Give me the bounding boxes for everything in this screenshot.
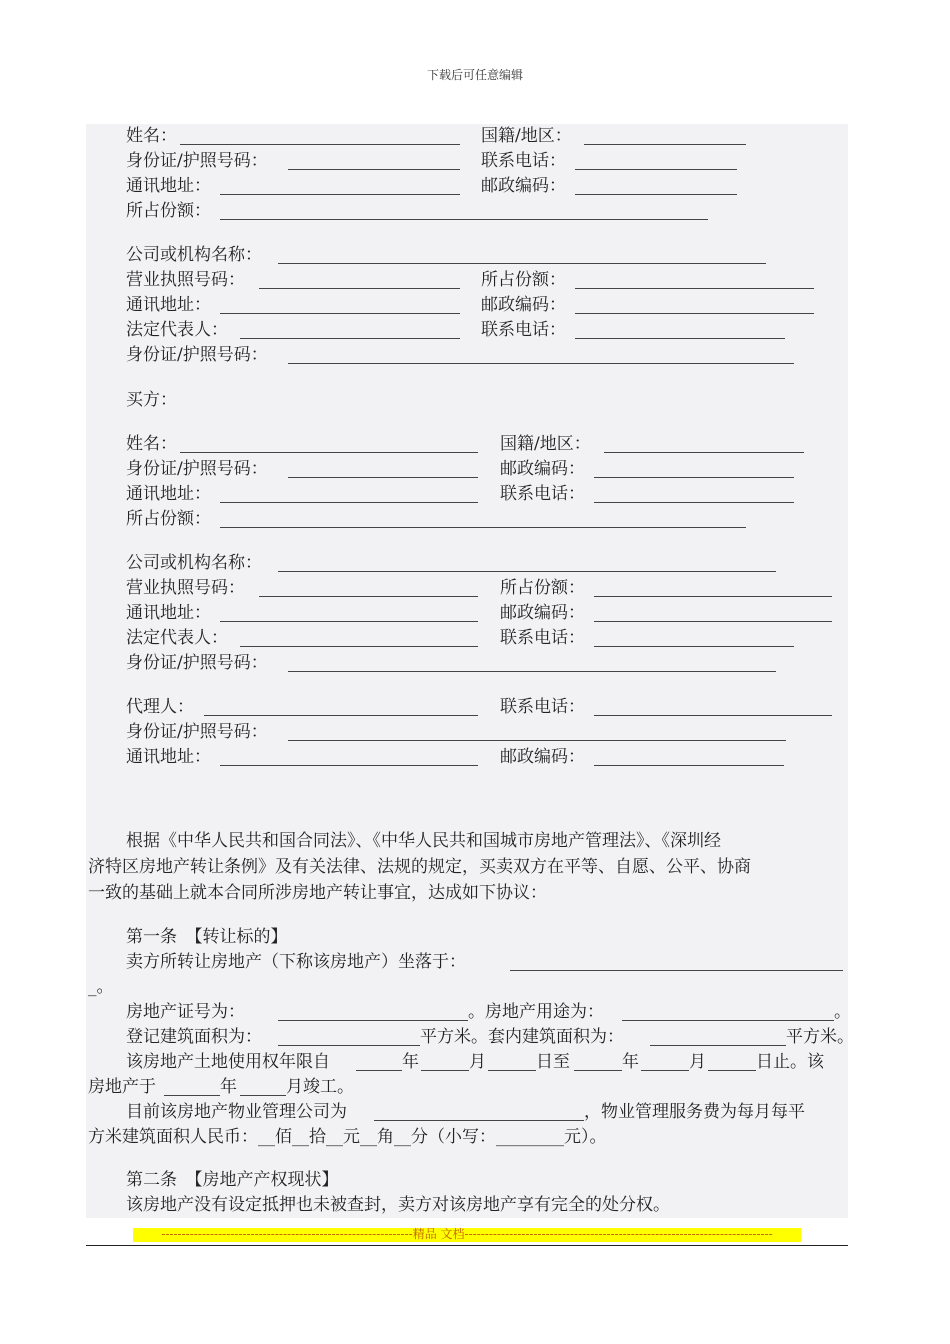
agent-postcode-label: 邮政编码：: [500, 747, 585, 767]
registered-area-field[interactable]: [278, 1045, 420, 1046]
buyer-company-id-field[interactable]: [288, 671, 776, 672]
buyer-license-field[interactable]: [259, 596, 478, 597]
agent-address-label: 通讯地址：: [126, 747, 211, 767]
seller-company-address-field[interactable]: [220, 313, 460, 314]
agent-name-field[interactable]: [204, 715, 478, 716]
buyer-id-field[interactable]: [288, 477, 478, 478]
seller-license-field[interactable]: [259, 288, 460, 289]
buyer-company-postcode-label: 邮政编码：: [500, 603, 585, 623]
seller-share-label: 所占份额：: [126, 201, 211, 221]
registered-area-label: 登记建筑面积为：: [126, 1027, 262, 1047]
seller-company-postcode-field[interactable]: [575, 313, 814, 314]
mgmt-fee-label: ，物业管理服务费为每月每平: [584, 1102, 805, 1122]
land-term-label: 该房地产土地使用权年限自: [126, 1052, 330, 1072]
seller-company-id-label: 身份证/护照号码：: [126, 345, 268, 365]
footer-left-dashes: --------------------------------------------------------------: [161, 1227, 413, 1241]
buyer-postcode-field[interactable]: [594, 477, 794, 478]
buyer-nationality-label: 国籍/地区：: [500, 434, 591, 454]
article1-location-end: _。: [88, 977, 114, 997]
footer-right-dashes: ----------------------------------------------------------------------------: [464, 1227, 773, 1241]
article1-title: 第一条 【转让标的】: [126, 927, 288, 947]
inner-area-label: 平方米。套内建筑面积为：: [420, 1027, 624, 1047]
seller-company-phone-label: 联系电话：: [481, 320, 566, 340]
mgmt-fee-amount: 方米建筑面积人民币：__佰__拾__元__角__分（小写：________元）。: [88, 1127, 607, 1147]
buyer-company-name-field[interactable]: [278, 571, 776, 572]
preamble-line-3: 一致的基础上就本合同所涉房地产转让事宜，达成如下协议：: [88, 883, 547, 903]
article1-location-label: 卖方所转让房地产（下称该房地产）坐落于：: [126, 952, 466, 972]
seller-company-address-label: 通讯地址：: [126, 295, 211, 315]
agent-name-label: 代理人：: [126, 697, 194, 717]
seller-name-field[interactable]: [180, 144, 460, 145]
buyer-company-address-field[interactable]: [220, 621, 478, 622]
seller-rep-label: 法定代表人：: [126, 320, 228, 340]
seller-nationality-field[interactable]: [584, 144, 746, 145]
seller-company-phone-field[interactable]: [575, 338, 785, 339]
seller-rep-field[interactable]: [240, 338, 460, 339]
seller-nationality-label: 国籍/地区：: [481, 126, 572, 146]
footer-rule: [86, 1245, 848, 1246]
land-end-month-label: 月: [689, 1052, 706, 1072]
seller-company-share-field[interactable]: [575, 288, 814, 289]
land-month-label: 月: [469, 1052, 486, 1072]
completion-year-field[interactable]: [164, 1095, 220, 1096]
property-use-label: 。房地产用途为：: [468, 1002, 604, 1022]
preamble-line-2: 济特区房地产转让条例》及有关法律、法规的规定，买卖双方在平等、自愿、公平、协商: [88, 857, 751, 877]
property-location-field[interactable]: [510, 970, 843, 971]
preamble-line-1: 根据《中华人民共和国合同法》、《中华人民共和国城市房地产管理法》、《深圳经: [126, 831, 721, 851]
buyer-name-label: 姓名：: [126, 434, 177, 454]
seller-company-name-label: 公司或机构名称：: [126, 245, 262, 265]
agent-phone-label: 联系电话：: [500, 697, 585, 717]
agent-postcode-field[interactable]: [594, 765, 784, 766]
buyer-heading: 买方：: [126, 390, 177, 410]
buyer-company-share-label: 所占份额：: [500, 578, 585, 598]
inner-area-unit: 平方米。: [786, 1027, 854, 1047]
land-start-month-field[interactable]: [421, 1070, 469, 1071]
land-end-year-field[interactable]: [574, 1070, 622, 1071]
buyer-license-label: 营业执照号码：: [126, 578, 245, 598]
buyer-company-name-label: 公司或机构名称：: [126, 553, 262, 573]
agent-address-field[interactable]: [220, 765, 478, 766]
buyer-phone-field[interactable]: [594, 502, 794, 503]
buyer-rep-label: 法定代表人：: [126, 628, 228, 648]
seller-phone-field[interactable]: [575, 169, 737, 170]
buyer-nationality-field[interactable]: [604, 452, 804, 453]
seller-share-field[interactable]: [220, 219, 708, 220]
completion-label: 房地产于: [88, 1077, 156, 1097]
agent-id-label: 身份证/护照号码：: [126, 722, 268, 742]
buyer-company-postcode-field[interactable]: [594, 621, 832, 622]
completion-end-label: 月竣工。: [286, 1077, 354, 1097]
buyer-company-share-field[interactable]: [594, 596, 832, 597]
land-start-day-field[interactable]: [488, 1070, 536, 1071]
seller-company-name-field[interactable]: [278, 263, 766, 264]
seller-company-id-field[interactable]: [288, 363, 794, 364]
completion-month-field[interactable]: [240, 1095, 286, 1096]
buyer-company-phone-label: 联系电话：: [500, 628, 585, 648]
inner-area-field[interactable]: [650, 1045, 786, 1046]
seller-phone-label: 联系电话：: [481, 151, 566, 171]
cert-number-label: 房地产证号为：: [126, 1002, 245, 1022]
seller-company-postcode-label: 邮政编码：: [481, 295, 566, 315]
seller-address-label: 通讯地址：: [126, 176, 211, 196]
article2-text: 该房地产没有设定抵押也未被查封，卖方对该房地产享有完全的处分权。: [126, 1195, 670, 1215]
cert-number-field[interactable]: [278, 1020, 468, 1021]
buyer-postcode-label: 邮政编码：: [500, 459, 585, 479]
seller-name-label: 姓名：: [126, 126, 177, 146]
buyer-id-label: 身份证/护照号码：: [126, 459, 268, 479]
buyer-address-field[interactable]: [220, 502, 478, 503]
land-end-year-label: 年: [622, 1052, 639, 1072]
property-use-end: 。: [834, 1002, 851, 1022]
buyer-company-phone-field[interactable]: [594, 646, 794, 647]
mgmt-company-field[interactable]: [374, 1120, 584, 1121]
land-end-label: 日止。该: [756, 1052, 824, 1072]
land-start-year-field[interactable]: [356, 1070, 402, 1071]
land-end-day-field[interactable]: [708, 1070, 756, 1071]
agent-phone-field[interactable]: [594, 715, 832, 716]
seller-postcode-label: 邮政编码：: [481, 176, 566, 196]
buyer-name-field[interactable]: [180, 452, 478, 453]
seller-license-label: 营业执照号码：: [126, 270, 245, 290]
buyer-company-address-label: 通讯地址：: [126, 603, 211, 623]
buyer-rep-field[interactable]: [240, 646, 478, 647]
seller-address-field[interactable]: [220, 194, 460, 195]
buyer-address-label: 通讯地址：: [126, 484, 211, 504]
seller-postcode-field[interactable]: [575, 194, 737, 195]
buyer-company-id-label: 身份证/护照号码：: [126, 653, 268, 673]
seller-company-share-label: 所占份额：: [481, 270, 566, 290]
property-use-field[interactable]: [622, 1020, 834, 1021]
buyer-phone-label: 联系电话：: [500, 484, 585, 504]
buyer-share-field[interactable]: [220, 527, 746, 528]
land-year-label: 年: [402, 1052, 419, 1072]
agent-id-field[interactable]: [288, 740, 786, 741]
footer-center-label: 精品 文档: [412, 1227, 465, 1241]
buyer-share-label: 所占份额：: [126, 509, 211, 529]
article2-title: 第二条 【房地产产权现状】: [126, 1170, 339, 1190]
completion-year-label: 年: [220, 1077, 237, 1097]
header-note: 下载后可任意编辑: [426, 68, 523, 82]
land-end-month-field[interactable]: [641, 1070, 689, 1071]
mgmt-company-label: 目前该房地产物业管理公司为: [126, 1102, 347, 1122]
seller-id-label: 身份证/护照号码：: [126, 151, 268, 171]
footer-text: [133, 1226, 801, 1242]
land-day-to-label: 日至: [536, 1052, 570, 1072]
seller-id-field[interactable]: [288, 169, 460, 170]
